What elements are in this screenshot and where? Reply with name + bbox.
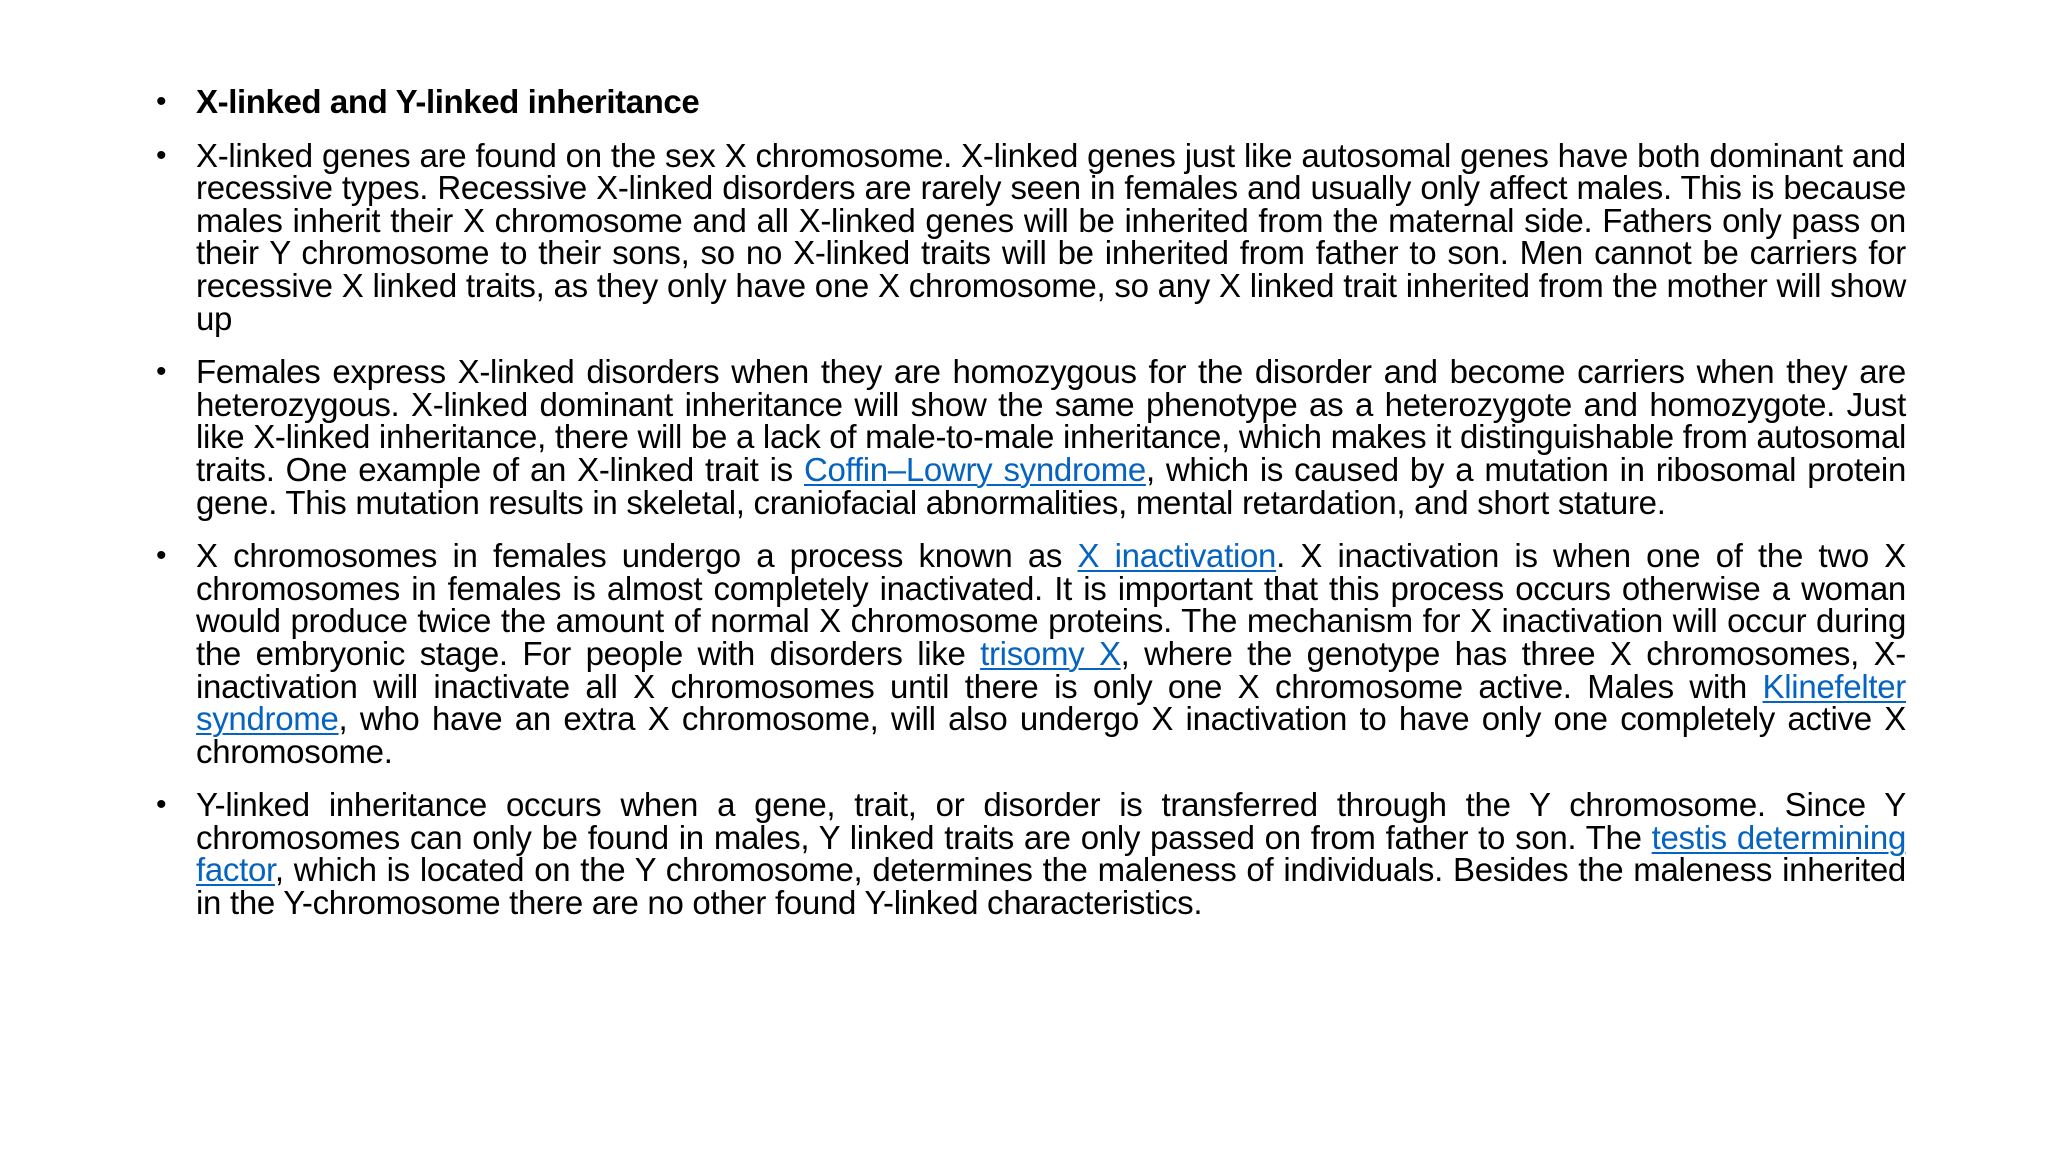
link-coffin-lowry-syndrome[interactable]: Coffin–Lowry syndrome [803,450,1146,488]
paragraph-text: Y-linked inheritance occurs when a gene, trait, or disorder is transferred through the Y chromosome. Since Y chromosomes can only be found in males, Y linked traits are only passed on from father to son. The [196,786,1906,856]
bullet-marker: • [156,539,167,573]
link-testis-determining-factor[interactable]: testis determining factor [196,818,1906,889]
paragraph-text: Females express X-linked disorders when they are homozygous for the disorder and become carriers when they are heterozygous. X-linked dominant inheritance will show the same phenotype as a heterozygote and homozygote. Just like X-linked inheritance, there will be a lack of male-to-male inheritance, which makes it distinguishable from autosomal traits. One example of an X-linked trait is [196,353,1906,488]
bullet-x-linked-genes [152,136,1906,337]
paragraph-text: , where the genotype has three X chromosomes, X-inactivation will inactivate all X chromosomes until there is only one X chromosome active. Males with [196,634,1906,705]
link-trisomy-x[interactable]: trisomy X [980,634,1121,672]
bullet-marker: • [156,355,167,389]
section-heading: X-linked and Y-linked inheritance [196,83,700,120]
paragraph-text: , which is caused by a mutation in ribosomal protein gene. This mutation results in skeletal, craniofacial abnormalities, mental retardation, and short stature. [196,450,1906,521]
bullet-marker: • [156,788,167,822]
link-x-inactivation[interactable]: X inactivation [1077,537,1277,575]
paragraph-text: . X inactivation is when one of the two X chromosomes in females is almost completely inactivated. It is important that this process occurs otherwise a woman would produce twice the amount of normal X chromosome proteins. The mechanism for X inactivation will occur during the embryonic stage. For people with disorders like [196,537,1906,672]
bullet-females-express [152,353,1906,521]
bullet-heading [152,83,1906,120]
bullet-marker: • [156,85,167,118]
link-klinefelter-syndrome[interactable]: Klinefelter syndrome [196,667,1906,738]
bullet-list [152,83,1906,941]
paragraph-text: X chromosomes in females undergo a process known as [196,537,1078,575]
paragraph-text: , which is located on the Y chromosome, determines the maleness of individuals. Besides the maleness inherited in the Y-chromosome there are no other found Y-linked characteristics. [196,851,1906,922]
bullet-y-linked-inheritance [152,786,1906,922]
bullet-marker: • [156,138,167,172]
bullet-x-inactivation [152,537,1906,770]
paragraph-text: X-linked genes are found on the sex X chromosome. X-linked genes just like autosomal genes have both dominant and recessive types. Recessive X-linked disorders are rarely seen in females and usually only affect males. This is because males inherit their X chromosome and all X-linked genes will be inherited from the maternal side. Fathers only pass on their Y chromosome to their sons, so no X-linked traits will be inherited from father to son. Men cannot be carriers for recessive X linked traits, as they only have one X chromosome, so any X linked trait inherited from the mother will show up [196,136,1906,337]
paragraph-text: , who have an extra X chromosome, will also undergo X inactivation to have only one completely active X chromosome. [196,700,1906,770]
